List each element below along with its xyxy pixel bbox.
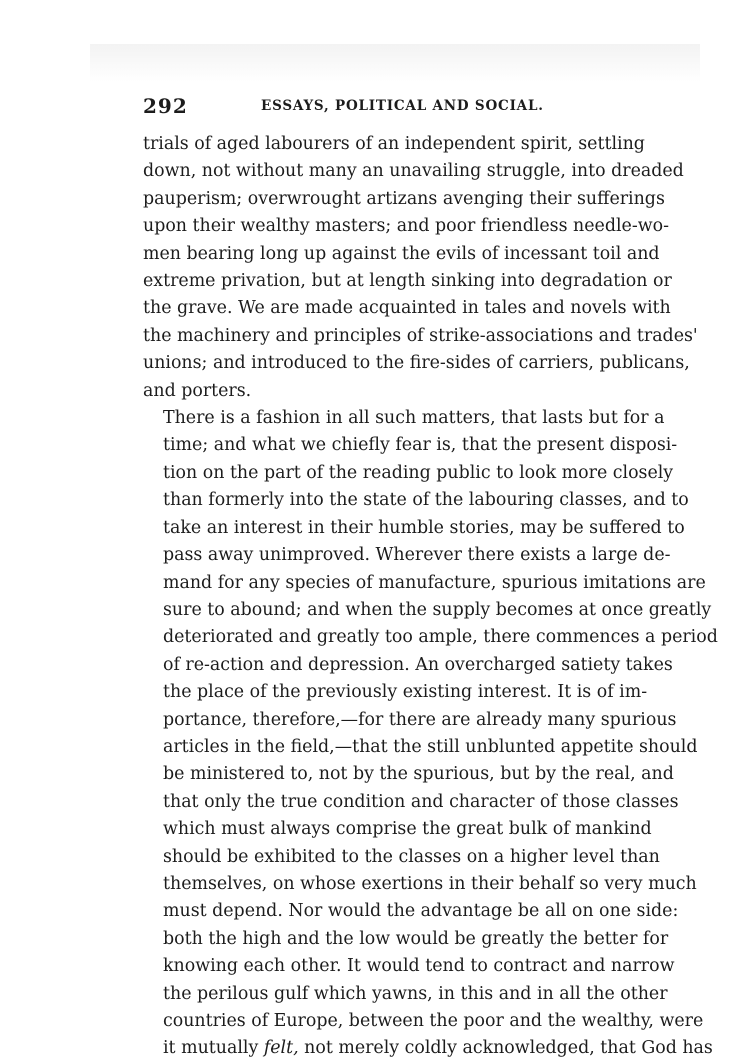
text-line: down, not without many an unavailing struggle, into dreaded: [143, 161, 684, 182]
body-text: [143, 131, 718, 1063]
text-line: portance, therefore,—for there are already many spurious: [163, 709, 677, 730]
text-line: men bearing long up against the evils of incessant toil and: [143, 243, 660, 264]
text-line: than formerly into the state of the labouring classes, and to: [163, 490, 689, 511]
text-line: must depend. Nor would the advantage be all on one side:: [163, 901, 679, 922]
text-line: sure to abound; and when the supply becomes at once greatly: [163, 599, 712, 620]
text-line: There is a fashion in all such matters, that lasts but for a: [163, 408, 665, 429]
text-line: and porters.: [143, 380, 252, 401]
text-line: trials of aged labourers of an independent spirit, settling: [143, 134, 645, 154]
text-line: both the high and the low would be greatly the better for: [163, 928, 669, 949]
text-line: be ministered to, not by the spurious, but by the real, and: [163, 764, 674, 785]
text-line: pass away unimproved. Wherever there exists a large de-: [163, 545, 671, 566]
page-number: 292: [143, 94, 188, 118]
page-header: [143, 94, 626, 120]
text-line-final: [143, 1035, 713, 1062]
text-line: countries of Europe, between the poor and the wealthy, were: [163, 1011, 704, 1031]
text-line: the perilous gulf which yawns, in this and in all the other: [163, 983, 668, 1004]
text-line: the grave. We are made acquainted in tales and novels with: [143, 298, 671, 319]
text-fragment: not merely coldly acknowledged, that God has: [298, 1038, 713, 1059]
text-line: deteriorated and greatly too ample, there commences a period: [163, 627, 718, 648]
text-line: that only the true condition and character of those classes: [163, 791, 679, 812]
text-line: take an interest in their humble stories, may be suffered to: [163, 517, 685, 538]
text-line: should be exhibited to the classes on a higher level than: [163, 846, 660, 867]
text-line: mand for any species of manufacture, spurious imitations are: [163, 572, 706, 593]
paragraph-1: [143, 131, 698, 405]
text-line: tion on the part of the reading public to look more closely: [163, 462, 674, 483]
text-line: of re-action and depression. An overcharged satiety takes: [163, 654, 673, 675]
text-line: pauperism; overwrought artizans avenging their sufferings: [143, 188, 665, 209]
text-line: extreme privation, but at length sinking into degradation or: [143, 271, 672, 292]
text-line: upon their wealthy masters; and poor friendless needle-wo-: [143, 216, 669, 237]
text-line: the place of the previously existing interest. It is of im-: [163, 682, 648, 703]
text-line: articles in the field,—that the still unblunted appetite should: [163, 736, 698, 757]
text-line: unions; and introduced to the fire-sides of carriers, publicans,: [143, 353, 690, 374]
paragraph-2: [143, 405, 718, 1063]
running-head: ESSAYS, POLITICAL AND SOCIAL.: [261, 98, 544, 114]
text-fragment: it mutually: [163, 1038, 264, 1059]
text-line: time; and what we chiefly fear is, that the present disposi-: [163, 435, 678, 456]
text-line: which must always comprise the great bulk of mankind: [163, 819, 652, 840]
text-line: the machinery and principles of strike-associations and trades': [143, 325, 698, 346]
text-line: knowing each other. It would tend to contract and narrow: [163, 956, 675, 977]
emphasized-word: felt,: [263, 1038, 299, 1059]
text-line: themselves, on whose exertions in their behalf so very much: [163, 873, 697, 894]
scan-shadow: [90, 44, 700, 82]
